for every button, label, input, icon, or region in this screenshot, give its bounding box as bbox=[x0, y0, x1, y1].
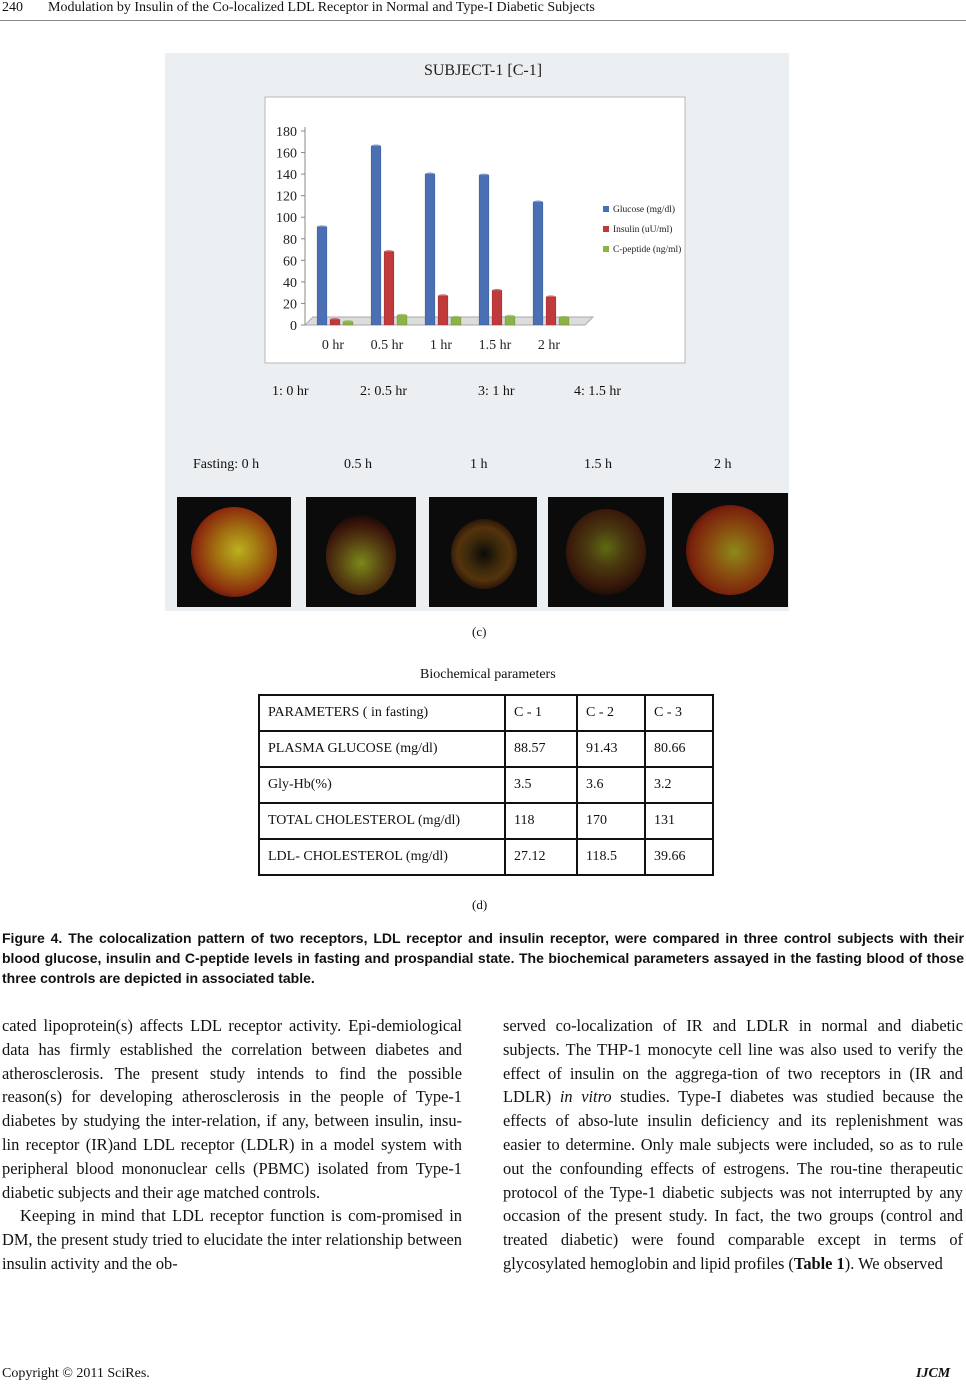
chart-title: SUBJECT-1 [C-1] bbox=[423, 62, 543, 79]
micrograph-2h bbox=[672, 493, 788, 607]
bar-cap bbox=[451, 316, 461, 319]
bar-cap bbox=[438, 294, 448, 297]
bar-cap bbox=[425, 173, 435, 176]
y-tick-label: 40 bbox=[283, 275, 297, 291]
bar bbox=[317, 227, 327, 325]
biochemical-parameters-table bbox=[258, 694, 714, 876]
legend-label: C-peptide (ng/ml) bbox=[613, 245, 682, 255]
table-row bbox=[259, 767, 713, 803]
micrograph-0h bbox=[177, 497, 291, 607]
legend-label: Glucose (mg/dl) bbox=[613, 205, 676, 215]
x-tick-label: 0.5 hr bbox=[370, 338, 404, 353]
table-row bbox=[259, 731, 713, 767]
footer-copyright: Copyright © 2011 SciRes. bbox=[2, 1366, 150, 1381]
table-cell: 118 bbox=[505, 803, 577, 839]
x-tick-label: 2 hr bbox=[537, 338, 561, 353]
bar bbox=[371, 146, 381, 325]
table-cell: 118.5 bbox=[577, 839, 645, 875]
bar bbox=[492, 291, 502, 325]
table-row bbox=[259, 839, 713, 875]
running-title: Modulation by Insulin of the Co-localized LDL Receptor in Normal and Type-I Diabetic Subjects bbox=[48, 0, 595, 15]
text-run: studies. Type-I diabetes was studied because the effects of abso-lute insulin deficiency and its replenishment was easier to determine. Only male subjects were included, so as to rule out the confounding effects of estrogens. The rou-tine therapeutic protocol of the Type-1 diabetic subjects was not interrupted by any occasion of the present study. In fact, the two groups (control and treated diabetic) were found comparable except in terms of glycosylated hemoglobin and lipid profiles ( bbox=[503, 1087, 963, 1273]
table-cell: Gly-Hb(%) bbox=[259, 767, 505, 803]
y-tick-label: 80 bbox=[283, 232, 297, 248]
bar bbox=[384, 252, 394, 325]
y-tick-label: 100 bbox=[276, 211, 297, 227]
italic-term: in vitro bbox=[559, 1087, 612, 1107]
y-tick-label: 140 bbox=[276, 168, 297, 184]
y-tick-label: 60 bbox=[283, 254, 297, 270]
paragraph: cated lipoprotein(s) affects LDL receptor activity. Epi-demiological data has firmly established the correlation between diabetes and atherosclerosis. The present study intends to find the possible reason(s) for developing atherosclerosis in the people of Type-1 diabetes by studying the inter-relation, if any, between insulin, insu-lin receptor (IR)and LDL receptor (LDLR) in a model system with peripheral blood mononuclear cells (PBMC) isolated from Type-1 diabetic subjects and their age matched controls. bbox=[2, 1016, 462, 1202]
bar-chart bbox=[165, 53, 789, 383]
table-row bbox=[259, 803, 713, 839]
bar-cap bbox=[330, 318, 340, 321]
table-cell: LDL- CHOLESTEROL (mg/dl) bbox=[259, 839, 505, 875]
table-cell: 3.2 bbox=[645, 767, 713, 803]
chart-legend bbox=[603, 204, 681, 255]
y-tick-label: 160 bbox=[276, 146, 297, 162]
y-tick-label: 120 bbox=[276, 189, 297, 205]
micrograph-0.5h bbox=[306, 497, 416, 607]
bar-cap bbox=[397, 314, 407, 317]
time-label: 1: 0 hr bbox=[272, 384, 309, 399]
table-cell: 170 bbox=[577, 803, 645, 839]
table-cell: 3.6 bbox=[577, 767, 645, 803]
paragraph bbox=[503, 1014, 963, 1276]
table-header-cell: C - 1 bbox=[505, 695, 577, 731]
subfigure-label-d: (d) bbox=[472, 897, 488, 912]
bar-cap bbox=[492, 289, 502, 292]
bar bbox=[425, 174, 435, 325]
text-run: ). We observed bbox=[844, 1253, 943, 1273]
page-number: 240 bbox=[2, 0, 23, 15]
table-cell: 91.43 bbox=[577, 731, 645, 767]
body-column-right bbox=[503, 1014, 963, 1276]
header-rule bbox=[0, 20, 966, 21]
body-column-left bbox=[2, 1014, 462, 1276]
bar bbox=[438, 296, 448, 325]
micrograph-1.5h bbox=[548, 497, 664, 607]
y-tick-label: 180 bbox=[276, 125, 297, 140]
table-title: Biochemical parameters bbox=[420, 667, 556, 682]
micrograph-1h bbox=[429, 497, 537, 607]
table-reference: Table 1 bbox=[793, 1253, 845, 1273]
bar-cap bbox=[317, 225, 327, 228]
bar-cap bbox=[384, 250, 394, 253]
time-label: 2: 0.5 hr bbox=[360, 384, 408, 399]
fasting-label: 2 h bbox=[714, 457, 732, 472]
text-run: served co-localization of IR and LDLR in normal and diabetic subjects. The THP-1 monocyte cell line was also used to verify the effect of insulin on the aggrega-tion of two receptors in (IR and LDLR) bbox=[503, 1016, 963, 1107]
bar-cap bbox=[343, 320, 353, 323]
table-cell: 3.5 bbox=[505, 767, 577, 803]
bar bbox=[533, 202, 543, 325]
table-header-cell: C - 2 bbox=[577, 695, 645, 731]
bar-cap bbox=[479, 174, 489, 177]
time-label: 4: 1.5 hr bbox=[574, 384, 622, 399]
bar-cap bbox=[533, 201, 543, 204]
x-tick-label: 1.5 hr bbox=[478, 338, 512, 353]
bar-cap bbox=[505, 315, 515, 318]
bar-cap bbox=[371, 144, 381, 147]
table-cell: PLASMA GLUCOSE (mg/dl) bbox=[259, 731, 505, 767]
table-cell: 39.66 bbox=[645, 839, 713, 875]
fasting-label: 0.5 h bbox=[344, 457, 372, 472]
y-tick-label: 0 bbox=[290, 319, 297, 334]
y-tick-label: 20 bbox=[283, 297, 297, 313]
fasting-label: Fasting: 0 h bbox=[193, 457, 260, 472]
x-tick-label: 1 hr bbox=[429, 338, 453, 353]
bar-cap bbox=[559, 316, 569, 319]
legend-swatch bbox=[603, 246, 609, 252]
fasting-label: 1.5 h bbox=[584, 457, 612, 472]
bar-cap bbox=[546, 295, 556, 298]
legend-label: Insulin (uU/ml) bbox=[613, 225, 673, 235]
x-tick-label: 0 hr bbox=[321, 338, 345, 353]
table-cell: 88.57 bbox=[505, 731, 577, 767]
legend-swatch bbox=[603, 206, 609, 212]
table-cell: TOTAL CHOLESTEROL (mg/dl) bbox=[259, 803, 505, 839]
paragraph: Keeping in mind that LDL receptor function is com-promised in DM, the present study tried to elucidate the inter relationship between insulin activity and the ob- bbox=[2, 1206, 462, 1273]
table-cell: 27.12 bbox=[505, 839, 577, 875]
table-header-cell: C - 3 bbox=[645, 695, 713, 731]
bar bbox=[546, 297, 556, 325]
subfigure-label-c: (c) bbox=[472, 624, 487, 639]
footer-journal: IJCM bbox=[916, 1366, 951, 1381]
time-label: 3: 1 hr bbox=[478, 384, 515, 399]
table-header-row bbox=[259, 695, 713, 731]
table-cell: 131 bbox=[645, 803, 713, 839]
fasting-label: 1 h bbox=[470, 457, 488, 472]
figure-caption: Figure 4. The colocalization pattern of two receptors, LDL receptor and insulin receptor, were compared in three control subjects with their blood glucose, insulin and C-peptide levels in fasting and prospandial state. The biochemical parameters assayed in the fasting blood of those three controls are depicted in associated table. bbox=[2, 930, 964, 986]
bar bbox=[479, 175, 489, 325]
table-cell: 80.66 bbox=[645, 731, 713, 767]
table-header-cell: PARAMETERS ( in fasting) bbox=[259, 695, 505, 731]
legend-swatch bbox=[603, 226, 609, 232]
